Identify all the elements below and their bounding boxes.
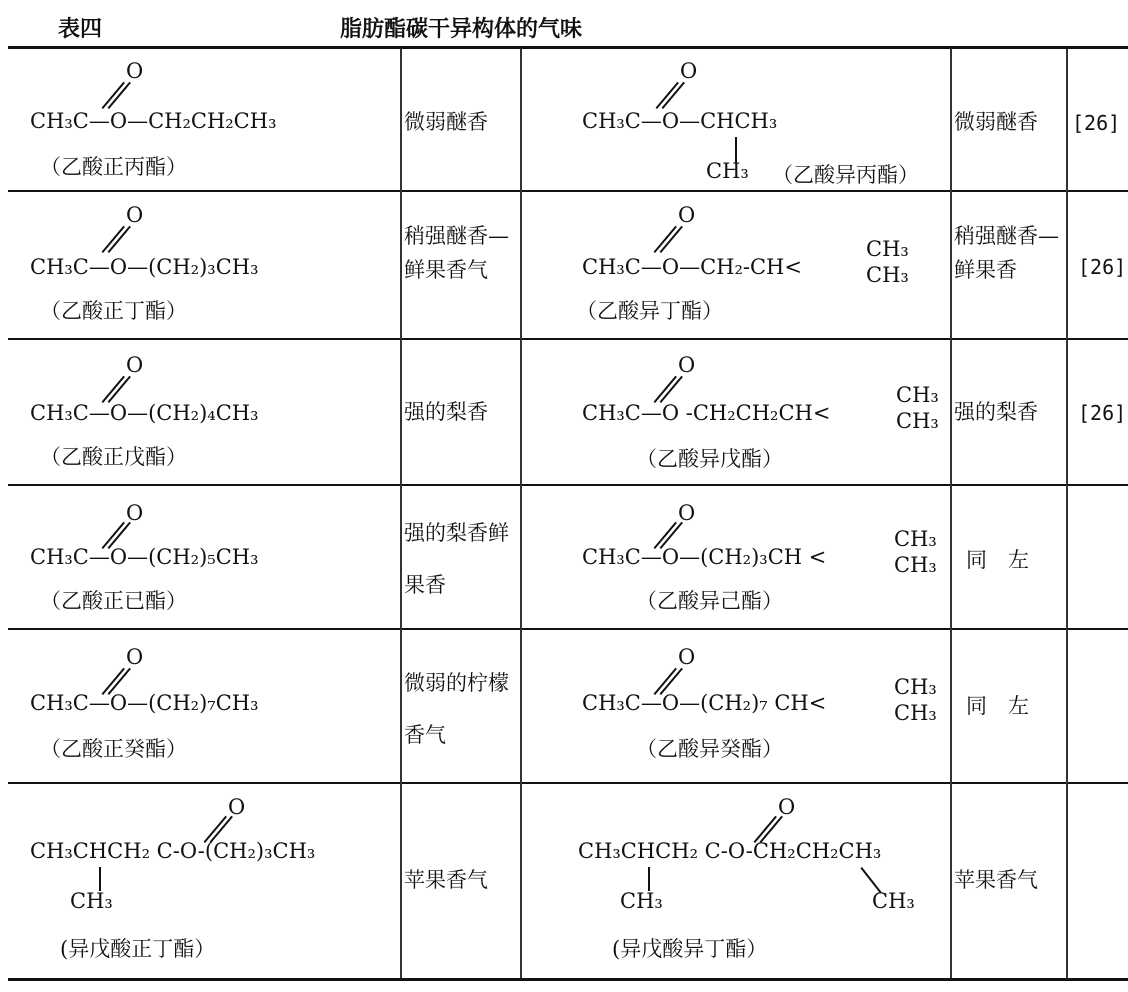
reference: [26] xyxy=(1078,401,1127,425)
table-row xyxy=(0,191,1128,338)
branch-bond xyxy=(99,867,101,891)
right-odor: 苹果香气 xyxy=(954,868,1038,892)
table-header xyxy=(0,10,1128,46)
carbonyl-oxygen: O xyxy=(126,501,144,525)
branch-bond xyxy=(648,867,650,891)
table-title: 脂肪酯碳干异构体的气味 xyxy=(340,17,583,42)
right-odor: 微弱醚香 xyxy=(954,110,1038,134)
right-compound-name: （乙酸异癸酯） xyxy=(636,737,783,761)
left-formula: CH₃C—O—(CH₂)₇CH₃ xyxy=(30,691,259,715)
carbonyl-oxygen: O xyxy=(126,203,144,227)
right-formula: CH₃C—O—CHCH₃ xyxy=(582,109,778,133)
right-compound-name: （乙酸异丙酯） xyxy=(772,163,919,187)
fork-bottom: CH₃ xyxy=(894,701,937,725)
left-odor: 稍强醚香—鲜果香气 xyxy=(404,224,509,282)
table-label: 表四 xyxy=(58,17,103,42)
fork-bottom: CH₃ xyxy=(866,263,909,287)
left-compound-name: （乙酸正癸酯） xyxy=(40,737,187,761)
fork-top: CH₃ xyxy=(894,675,937,699)
left-odor: 强的梨香 xyxy=(404,400,488,424)
right-compound-name: （乙酸异丁酯） xyxy=(576,299,723,323)
carbonyl-oxygen: O xyxy=(680,59,698,83)
fork-top: CH₃ xyxy=(866,237,909,261)
left-compound-name: （乙酸正已酯） xyxy=(40,589,187,613)
table-row xyxy=(0,783,1128,978)
bottom-rule xyxy=(8,978,1128,981)
carbonyl-oxygen: O xyxy=(228,795,246,819)
fork-bottom: CH₃ xyxy=(894,553,937,577)
right-odor: 强的梨香 xyxy=(954,400,1038,424)
right-branch: CH₃ xyxy=(706,159,749,183)
right-formula: CH₃CHCH₂ C-O-CH₂CH₂CH₃ xyxy=(578,839,882,863)
left-compound-name: （乙酸正丙酯） xyxy=(40,155,187,179)
right-formula: CH₃C—O -CH₂CH₂CH< xyxy=(582,401,831,425)
carbonyl-oxygen: O xyxy=(126,645,144,669)
fork-top: CH₃ xyxy=(894,527,937,551)
right-odor: 稍强醚香—鲜果香 xyxy=(954,224,1059,282)
carbonyl-oxygen: O xyxy=(126,353,144,377)
left-formula: CH₃C—O—(CH₂)₅CH₃ xyxy=(30,545,259,569)
left-branch: CH₃ xyxy=(70,889,113,913)
right-odor: 同 左 xyxy=(966,548,1029,572)
reference: [26] xyxy=(1078,255,1127,279)
right-formula: CH₃C—O—CH₂-CH< xyxy=(582,255,802,279)
left-compound-name: （乙酸正丁酯） xyxy=(40,299,187,323)
left-formula: CH₃CHCH₂ C-O-(CH₂)₃CH₃ xyxy=(30,839,316,863)
fork-bottom: CH₃ xyxy=(896,409,939,433)
left-odor: 微弱的柠檬香气 xyxy=(404,671,509,747)
carbonyl-oxygen: O xyxy=(678,353,696,377)
carbonyl-oxygen: O xyxy=(126,59,144,83)
carbonyl-oxygen: O xyxy=(778,795,796,819)
left-compound-name: (异戊酸正丁酯） xyxy=(60,937,216,961)
right-formula: CH₃C—O—(CH₂)₃CH < xyxy=(582,545,827,569)
left-odor: 苹果香气 xyxy=(404,868,488,892)
table-row xyxy=(0,485,1128,628)
carbonyl-oxygen: O xyxy=(678,645,696,669)
right-compound-name: （乙酸异戊酯） xyxy=(636,447,783,471)
right-branch: CH₃ xyxy=(620,889,663,913)
right-odor: 同 左 xyxy=(966,694,1029,718)
left-compound-name: （乙酸正戊酯） xyxy=(40,445,187,469)
right-compound-name: （乙酸异己酯） xyxy=(636,589,783,613)
left-odor: 强的梨香鲜果香 xyxy=(404,521,509,597)
fork-top: CH₃ xyxy=(896,383,939,407)
right-branch-2: CH₃ xyxy=(872,889,915,913)
left-formula: CH₃C—O—CH₂CH₂CH₃ xyxy=(30,109,277,133)
right-compound-name: (异戊酸异丁酯） xyxy=(612,937,768,961)
table-row xyxy=(0,49,1128,190)
carbonyl-oxygen: O xyxy=(678,501,696,525)
table-row xyxy=(0,339,1128,484)
table-row xyxy=(0,629,1128,782)
left-formula: CH₃C—O—(CH₂)₃CH₃ xyxy=(30,255,259,279)
left-formula: CH₃C—O—(CH₂)₄CH₃ xyxy=(30,401,259,425)
right-formula: CH₃C—O—(CH₂)₇ CH< xyxy=(582,691,827,715)
carbonyl-oxygen: O xyxy=(678,203,696,227)
reference: [26] xyxy=(1072,111,1121,135)
left-odor: 微弱醚香 xyxy=(404,110,488,134)
